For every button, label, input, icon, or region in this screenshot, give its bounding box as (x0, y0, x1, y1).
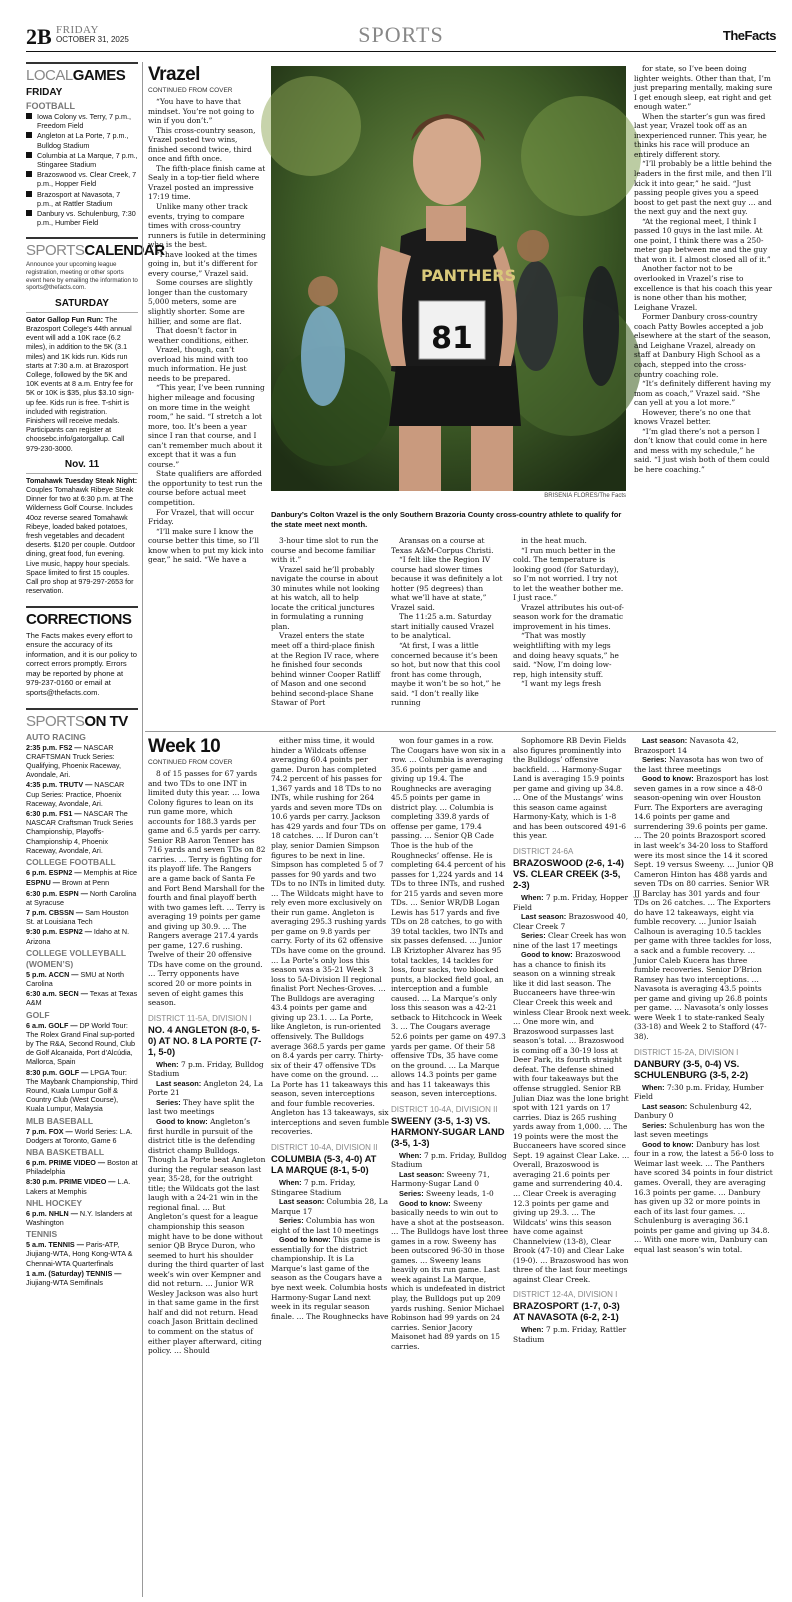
game-last-season (513, 912, 631, 931)
local-games-list (26, 112, 138, 227)
event-title: Gator Gallop Fun Run: (26, 314, 104, 324)
calendar-day-nov11: Nov. 11 (26, 458, 138, 474)
week10-column-2 (271, 736, 389, 1598)
tv-listing (26, 989, 138, 1007)
paragraph: “This year, I’ve been running higher mileage and focusing on more time in the weight room,” he said. “I stretch a lot more, too. It’s been a year since I ran that course, and I can’t remember much about it except that it was a fun course.” (148, 383, 265, 469)
tv-description: Texas at Texas A&M (26, 989, 138, 1008)
value: 7:30 p.m. Friday, Humber Field (634, 1082, 764, 1102)
tv-time-channel: 7 p.m. FOX — (26, 1126, 73, 1136)
vrazel-column-5 (634, 64, 774, 728)
label: Series: (156, 1097, 181, 1107)
title-light: SPORTS (26, 712, 85, 730)
tv-description: NASCAR The NASCAR Craftsman Truck Series Championship, Playoffs-Championship 4, Phoenix Raceway, Avondale, Ari. (26, 809, 134, 855)
tv-description: Boston at Philadelphia (26, 1157, 138, 1177)
paragraph: “It’s definitely different having my mom as coach,” Vrazel said. “She can yell at you a lot more.” (634, 379, 771, 408)
value: Schulenburg 42, Danbury 0 (634, 1101, 752, 1121)
game-good-to-know (634, 1140, 774, 1255)
value: Sweeny leads, 1-0 (426, 1188, 494, 1198)
tv-listing (26, 868, 138, 877)
game-series (391, 1189, 509, 1199)
value: Angleton 24, La Porte 21 (148, 1078, 264, 1098)
game-last-season (634, 736, 774, 755)
tv-time-channel: 5 p.m. ACCN — (26, 969, 79, 979)
game-series (513, 931, 631, 950)
vrazel-column-4 (513, 536, 625, 728)
tv-time-channel: 6 p.m. NHLN — (26, 1208, 78, 1218)
paragraph: Vrazel said he’ll probably navigate the course in about 30 minutes while not looking at his watch, all to help locate the critical junctures in formulating a running plan. (271, 564, 380, 631)
week10-body (513, 736, 631, 841)
value: 7 p.m. Friday, Bulldog Stadium (391, 1150, 507, 1170)
tv-time-channel: 6:30 a.m. SECN — (26, 989, 88, 999)
game-district: DISTRICT 15-2A, DIVISION I (634, 1047, 739, 1057)
tv-category: MLB BASEBALL (26, 1115, 94, 1126)
vrazel-column-2 (271, 536, 383, 728)
tv-time-channel: 6 a.m. GOLF — (26, 1020, 78, 1030)
tv-time-channel: 6:30 p.m. ESPN — (26, 888, 88, 898)
label: When: (156, 1059, 179, 1069)
title-bold: ON TV (84, 712, 128, 730)
game-last-season (271, 1197, 389, 1216)
sports-on-tv-title (26, 708, 138, 730)
calendar-day-saturday: SATURDAY (26, 297, 138, 313)
title-bold: CORRECTIONS (26, 610, 132, 628)
tv-time-channel: 6 p.m. ESPN2 — (26, 868, 82, 878)
value: Brazosport has lost seven games in a row since a 48-0 season-opening win over Houston Furr. The Exporters are averaging 14.6 points per game and surrendering 39.6 points per game. … The 20 points Brazosport scored in last week’s 34-20 loss to Stafford were its most since the 14 it scored Sept. 19 versus Sweeny. … Junior QB Cameron Hinton has 488 yards and seven TDs on 80 carries. Senior WR JJ Barclay has 301 yards and four TDs on 26 catches. … The Exporters do have 12 takeaways, eight via fumble recovery. … Junior Isaiah Calhoun is averaging 10.5 tackles per game with three tackles for loss, a sack and a fumble recovery. … Junior Caleb Kucera has three fumble recoveries. Senior D’Brion Ramsey has two interceptions. … Navasota is averaging 43.5 points per game and giving up 26.8 points per game. … Navasota’s only losses were Week 1 to state-ranked Sealy (33-18) and Week 2 to Stafford (47-38). (634, 774, 774, 1041)
paragraph: “You have to have that mindset. You’re not going to win if you don’t.” (148, 97, 255, 126)
page-number: 2B (26, 24, 52, 49)
tv-description: Memphis at Rice (81, 868, 138, 878)
label: Last season: (642, 736, 688, 745)
value: Columbia 28, La Marque 17 (271, 1197, 389, 1216)
tv-category: AUTO RACING (26, 731, 86, 742)
tv-description: LPGA Tour: The Maybank Championship, Third Round, Kuala Lumpur Golf & Country Club (West Course), Kuala Lumpur, Malaysia (26, 1067, 138, 1114)
week10-intro (148, 769, 266, 1008)
tv-listing (26, 780, 138, 808)
label: Last season: (279, 1197, 325, 1207)
vrazel-headline: Vrazel (148, 64, 200, 85)
week10-continued: CONTINUED FROM COVER (148, 759, 233, 766)
tv-description: World Series: L.A. Dodgers at Toronto, Game 6 (26, 1126, 133, 1145)
paragraph: “I’ll make sure I know the course better this time, so I’ll know when to put my kick into gear,” he said. “We have a (148, 526, 264, 565)
paragraph: For Vrazel, that will occur Friday. (148, 507, 254, 527)
corrections-title (26, 606, 138, 628)
tv-time-channel: 8:30 p.m. PRIME VIDEO — (26, 1177, 116, 1187)
sidebar (26, 62, 165, 1597)
tv-listing (26, 1158, 138, 1176)
title-bold: CALENDAR (84, 242, 165, 260)
tv-listing (26, 1127, 138, 1145)
week10-headline: Week 10 (148, 736, 221, 757)
tv-listing (26, 1209, 138, 1227)
tv-listing (26, 927, 138, 945)
tv-description: SMU at North Carolina (26, 969, 124, 988)
game-district: DISTRICT 10-4A, DIVISION II (271, 1142, 378, 1152)
local-games-title (26, 62, 138, 84)
tv-listing (26, 970, 138, 988)
tv-category: TENNIS (26, 1229, 58, 1240)
local-game-item: Angleton at La Porte, 7 p.m., Bulldog Stadium (26, 131, 138, 149)
paragraph: The 11:25 a.m. Saturday start initially caused Vrazel to be analytical. (391, 612, 494, 641)
game-matchup: NO. 4 ANGLETON (8-0, 5-0) AT NO. 8 LA PORTE (7-1, 5-0) (148, 1023, 262, 1057)
paragraph: State qualifiers are afforded the opportunity to test run the course before actual meet competition. (148, 469, 263, 507)
vrazel-body (148, 97, 266, 565)
tv-category: COLLEGE VOLLEYBALL (WOMEN’S) (26, 947, 126, 969)
label: Good to know: (642, 774, 694, 784)
paragraph: The fifth-place finish came at Sealy in a top-tier field where Vrazel posted an impressive 17:19 time. (148, 163, 266, 202)
tv-listing (26, 908, 138, 926)
paragraph: “I have looked at the times going in, but it’s different for every course,” Vrazel said. (148, 249, 258, 278)
value: This game is essentially for the district championship. It is La Marque’s last game of the season as the Cougars have a bye next week. Columbia hosts Harmony-Sugar Land next week in its regular season finale. … The Roughnecks have (271, 1235, 389, 1321)
vrazel-photo (271, 66, 626, 491)
runner-photo-illustration (271, 66, 626, 491)
week10-column-5 (634, 736, 774, 1598)
label: Series: (642, 755, 667, 765)
tv-description: NASCAR CRAFTSMAN Truck Series: Qualifying, Phoenix Raceway, Avondale, Ari. (26, 742, 121, 780)
paragraph: “I run much better in the cold. The temperature is looking good (for Saturday), so I’m not worried. I try not to let the weather bother me. I just race.” (513, 545, 624, 603)
game-when (148, 1060, 266, 1079)
value: Brazoswood 40, Clear Creek 7 (513, 912, 629, 931)
paragraph: Another factor not to be overlooked in Vrazel’s rise to excellence is that his coach this year is none other than his mother, Leighane Vrazel. (634, 264, 772, 312)
label: Last season: (156, 1078, 202, 1088)
section-title: SPORTS (358, 22, 444, 47)
value: 7 p.m. Friday, Stingaree Stadium (271, 1177, 356, 1197)
value: 7 p.m. Friday, Bulldog Stadium (148, 1059, 264, 1079)
label: Series: (521, 931, 546, 941)
local-game-item: Danbury vs. Schulenburg, 7:30 p.m., Humber Field (26, 209, 138, 227)
tv-description: L.A. Lakers at Memphis (26, 1177, 131, 1196)
label: Good to know: (279, 1235, 331, 1245)
paragraph: “I’m glad there’s not a person I don’t know that could come in here and mess with my schedule,” he said. “I just wish both of them could be here coaching.” (634, 426, 770, 474)
game-when (391, 1151, 509, 1170)
value: They have split the last two meetings (148, 1097, 255, 1117)
tv-description: Idaho at N. Arizona (26, 927, 130, 946)
paragraph: Aransas on a course at Texas A&M-Corpus Christi. (391, 536, 494, 555)
game-series (271, 1216, 389, 1235)
sports-calendar-title (26, 237, 165, 260)
tv-time-channel: 6:30 p.m. FS1 — (26, 809, 82, 819)
label: When: (642, 1082, 665, 1092)
local-game-item: Columbia at La Marque, 7 p.m., Stingaree Stadium (26, 151, 138, 169)
value: 7 p.m. Friday, Hopper Field (513, 893, 629, 912)
tv-description: DP World Tour: The Rolex Grand Final sup-ported by The R&A, Second Round, Club de Golf Alcanaida, Port d’Alcúdia, Mallorca, Spain (26, 1020, 135, 1067)
game-series (148, 1098, 266, 1117)
label: Good to know: (156, 1116, 208, 1126)
local-game-item: Iowa Colony vs. Terry, 7 p.m., Freedom Field (26, 112, 138, 130)
tv-listing (26, 889, 138, 907)
local-games-day: FRIDAY (26, 87, 63, 98)
game-good-to-know (391, 1199, 509, 1352)
label: Good to know: (642, 1139, 694, 1149)
label: When: (521, 1325, 544, 1335)
value: Sweeny basically needs to win out to have a shot at the postseason. … The Bulldogs have lost three games in a row. Sweeny has been outscored 96-30 in those games. … Sweeny leans heavily on its run game. Last week against La Marque, which is undefeated in district play, the Bulldogs put up 209 yards rushing. Senior Michael Robinson had 99 yards on 24 carries. Senior Jacory Maisonet had 89 yards on 15 carries. (391, 1198, 509, 1351)
label: When: (399, 1150, 422, 1160)
tv-time-channel: 7 p.m. CBSSN — (26, 907, 84, 917)
value: Navasota 42, Brazosport 14 (634, 736, 739, 755)
label: Last season: (642, 1101, 688, 1111)
newspaper-logo: TheFacts (722, 28, 776, 43)
game-when (271, 1178, 389, 1197)
sidebar-divider (142, 62, 143, 1597)
tv-listing (26, 743, 138, 780)
value: Schulenburg has won the last seven meetings (634, 1120, 765, 1140)
game-last-season (148, 1079, 266, 1098)
game-matchup: COLUMBIA (5-3, 4-0) AT LA MARQUE (8-1, 5-0) (271, 1152, 377, 1175)
paragraph: “At first, I was a little concerned because it’s been so hot, but now that this cool front has come through, maybe it won’t be so hot,” he said. “I don’t really like running (391, 641, 501, 708)
tv-category: COLLEGE FOOTBALL (26, 857, 116, 868)
tv-time-channel: 2:35 p.m. FS2 — (26, 742, 82, 752)
page-header (26, 20, 776, 52)
game-district: DISTRICT 24-6A (513, 847, 574, 857)
game-matchup: BRAZOSWOOD (2-6, 1-4) VS. CLEAR CREEK (3-5, 2-3) (513, 857, 624, 891)
calendar-event (26, 476, 138, 596)
label: When: (279, 1177, 302, 1187)
paragraph: However, there’s no one that knows Vrazel better. (634, 407, 751, 427)
paragraph: either miss time, it would hinder a Wildcats offense averaging 60.4 points per game. Duron has completed 74.2 percent of his passes for 1,367 yards and 18 TDs to no INTs, while rushing for 264 yards and seven more TDs on 10.6 yards per carry. Jackson has 429 yards and four TDs on 18 catches. … If Duron can’t play, senior Damien Simpson figures to be next in line. Simpson has completed 5 of 7 passes for 90 yards and two TDs to no INTs in limited duty. … The Wildcats might have to rely even more exclusively on their run game. Angleton is averaging 295.3 rushing yards per game on 9.8 yards per carry. Forty of its 62 offensive TDs have come on the ground. … La Porte’s only loss this season was a 35-21 Week 3 loss to 5A-Division II regional finalist Port Neches-Groves. … The Bulldogs are averaging 43.4 points per game and giving up 23.1. … La Porte, like Angleton, is run-oriented offensively. The Bulldogs average 368.5 yards per game on 8.4 yards per carry. Thirty-six of their 47 offensive TDs have come on the ground. … La Porte has 11 takeaways this season, seven interceptions and four fumble recoveries. Angleton has 13 takeaways, six interceptions and seven fumble recoveries. (271, 736, 389, 1137)
label: Good to know: (521, 950, 573, 960)
value: Sweeny 71, Harmony-Sugar Land 0 (391, 1169, 490, 1189)
paragraph: 3-hour time slot to run the course and become familiar with it.” (271, 536, 379, 565)
event-title: Tomahawk Tuesday Steak Night: (26, 475, 138, 485)
week10-column-1 (148, 736, 266, 1598)
tv-description: Brown at Penn (59, 878, 110, 888)
paragraph: Vrazel enters the state meet off a third-place finish at the Region IV race, where he finished four seconds behind winner Cooper Ratliff of Mason and one second behind second-place Shane Stawar of Port (271, 631, 381, 708)
paragraph: in the heat much. (521, 536, 587, 545)
paragraph: Former Danbury cross-country coach Patty Bowles accepted a job elsewhere at the start of the season, and Leighane Vrazel, already on staff at Danbury High School as a coach, stepped into the cross-country coaching role. (634, 312, 771, 379)
tv-category: GOLF (26, 1009, 50, 1020)
story-divider (145, 731, 776, 732)
value: Brazoswood has a chance to finish its season on a winning streak like it did last season. The Buccaneers have three-win Clear Creek this week and winless Clear Brook next week. … One more win, and Brazoswood surpasses last season’s total. … Brazoswood is coming off a 30-19 loss at Deer Park, its fourth straight defeat. The defense shined with four takeaways but the offense struggled. Senior RB Julian Diaz was the lone bright spot with 121 yards on 17 carries. Diaz is 265 rushing yards away from 1,000. … The 19 points were the most the Buccaneers have scored since Sept. 19 against Clear Lake. … Overall, Brazoswood is averaging 21.6 points per game and surrendering 40.4. … Clear Creek is averaging 12.3 points per game and giving up 29.3. … The Wildcats’ wins this season have come against Channelview (13-8), Clear Brook (47-10) and Clear Lake (19-0). … Brazoswood has won three of the last four meetings against Clear Creek. (513, 950, 632, 1284)
tv-description: NASCAR Cup Series: Practice, Phoenix Raceway, Avondale, Ari. (26, 780, 125, 808)
game-district: DISTRICT 12-4A, DIVISION I (513, 1290, 618, 1300)
game-good-to-know (634, 774, 774, 1041)
paragraph: Unlike many other track events, trying to compare times with cross-country runners is futile in determining who is the best. (148, 202, 266, 250)
event-body: The Brazosport College’s 44th annual event will add a 10K race (6.2 miles), in addition to the 5K (3.1 miles) and 1K kids run. Kids run starts at 7:30 a.m. at Brazosport College, followed by the 5K and 10K events at 8 a.m. Entry fee for 5K or 10K is $35, plus $3.10 sign-up fee. Kids run is free. T-shirt is included with registration. Finishers will receive medals. Participants can register at choosebc.info/gatorgallup. Call 979-230-3000. (26, 314, 134, 453)
tv-description: N.Y. Islanders at Washington (26, 1208, 133, 1227)
week10-column-3 (391, 736, 509, 1598)
tv-time-channel: 9:30 p.m. ESPN2 — (26, 927, 92, 937)
tv-listing (26, 1068, 138, 1114)
local-game-item: Brazoswood vs. Clear Creek, 7 p.m., Hopper Field (26, 170, 138, 188)
vrazel-column-3 (391, 536, 503, 728)
corrections-body: The Facts makes every effort to ensure the accuracy of its information, and it is our policy to correct errors promptly. Errors may be reported by phone at 979-237-0160 or email at sports@thefacts.com. (26, 630, 138, 698)
value: Danbury has lost four in a row, the latest a 56-0 loss to Weimar last week. … The Panthers have scored 34 points in four district games. Overall, they are averaging 16.3 points per game. … Danbury has given up 32 or more points in each of its last four games. … Schulenburg is averaging 36.1 points per game and giving up 34.8. … With one more win, Danbury can equal last season’s win total. (634, 1139, 774, 1254)
paragraph: “At the regional meet, I think I passed 10 guys in the last mile. At one point, I think there was a 250-meter gap between me and the guy that won it. I almost closed all of it.” (634, 216, 771, 264)
paragraph: “I’ll probably be a little behind the leaders in the first mile, and then I’ll kick it into gear,” he said. “Just passing people gives you a speed boost to get past the next guy … and the next guy and the next guy. (634, 159, 772, 217)
game-matchup: DANBURY (3-5, 0-4) VS. SCHULENBURG (3-5, 2-2) (634, 1057, 749, 1080)
paragraph: When the starter’s gun was fired last year, Vrazel took off as an inexperienced runner. This year, he thinks his race will produce an entirely different story. (634, 111, 767, 159)
tv-listing (26, 1269, 138, 1287)
jersey-text: PANTHERS (421, 266, 517, 285)
event-body: Couples Tomahawk Ribeye Steak Dinner for two at 6:30 p.m. at The Wilderness Golf Course. Includes 40oz reverse seared Tomahawk Ribeye, loaded baked potatoes, fresh vegetables and decadent deserts. $120 per couple. Outdoor dining, great food, fun evening. Live music, happy hour specials. Space limited to first 15 couples. Call pro shop at 979-297-2653 for reservation. (26, 485, 136, 596)
tv-listings (26, 732, 138, 1288)
paragraph: Vrazel attributes his out-of-season work for the dramatic improvement in his times. (513, 602, 624, 631)
game-when (513, 1325, 631, 1344)
tv-time-channel: ESPNU — (26, 878, 60, 888)
tv-listing (26, 1021, 138, 1067)
paragraph: “I want my legs fresh (521, 679, 602, 689)
paragraph: Some courses are slightly longer than the customary 5,000 meters, some are slightly shorter. Some are hillier, and some are flat. (148, 278, 253, 326)
tv-description: Jiujiang-WTA Semifinals (26, 1278, 103, 1287)
photo-credit: BRISENIA FLORES/The Facts (544, 493, 626, 499)
tv-time-channel: 1 a.m. (Saturday) TENNIS — (26, 1268, 122, 1278)
paragraph: for state, so I’ve been doing lighter weights. Other than that, I’m just preparing mentally, making sure I get enough sleep, eat right and get enough water.” (634, 64, 773, 112)
paragraph: That doesn’t factor in weather conditions, either. (148, 326, 249, 345)
tv-listing (26, 1240, 138, 1268)
paragraph: “I felt like the Region IV course had slower times because it was definitely a lot hotter (95 degrees) than what we’ll have at state,” Vrazel said. (391, 555, 503, 612)
tv-time-channel: 5 a.m. TENNIS — (26, 1240, 84, 1250)
label: Last season: (521, 912, 567, 922)
bib-number: 81 (431, 321, 473, 356)
paragraph: Sophomore RB Devin Fields also figures prominently into the Bulldogs’ offensive backfield. … Harmony-Sugar Land is averaging 15.9 points per game and giving up 34.8. … One of the Mustangs’ wins this season came against Harmony-Katy, which is 1-8 and has been outscored 491-6 this year. (513, 736, 627, 841)
paragraph: 8 of 15 passes for 67 yards and two TDs to one INT in limited duty this year. … Iowa Colony figures to lean on its run game more, which accounts for 188.3 yards per game and 6.5 yards per carry. Senior RB Aaron Tenner has 716 yards and seven TDs on 82 carries. … Terry is fighting for its playoff life. The Rangers are a game back of Santa Fe and Fort Bend Marshall for the fourth and final playoff berth with two games left. … Terry is averaging 19 points per game and giving up 30.9. … The Rangers average 217.4 yards per game, 127.6 rushing. Twelve of their 20 offensive TDs have come on the ground. … Terry opponents have scored 20 or more points in seven of eight games this season. (148, 769, 266, 1008)
tv-category: NBA BASKETBALL (26, 1146, 105, 1157)
tv-time-channel: 4:35 p.m. TRUTV — (26, 780, 93, 790)
edition-day: FRIDAY (56, 24, 99, 36)
value: 7 p.m. Friday, Rattler Stadium (513, 1325, 627, 1344)
game-matchup: SWEENY (3-5, 1-3) VS. HARMONY-SUGAR LAND (3-5, 1-3) (391, 1114, 505, 1148)
tv-listing (26, 878, 138, 887)
week10-body (271, 736, 389, 1137)
tv-description: Paris-ATP, Jiujiang-WTA, Hong Kong-WTA & Chennai-WTA Quarterfinals (26, 1240, 133, 1268)
paragraph: This cross-country season, Vrazel posted two wins, finished second twice, third once and fifth once. (148, 125, 256, 164)
value: Clear Creek has won nine of the last 17 meetings (513, 931, 627, 950)
tv-listing (26, 809, 138, 855)
game-last-season (634, 1102, 774, 1121)
local-game-item: Brazosport at Navasota, 7 p.m., at Rattler Stadium (26, 190, 138, 208)
game-good-to-know (271, 1235, 389, 1321)
game-district: DISTRICT 10-4A, DIVISION II (391, 1104, 498, 1114)
tv-description: Sam Houston St. at Louisiana Tech (26, 907, 129, 927)
game-series (634, 755, 774, 774)
title-bold: GAMES (72, 67, 126, 84)
title-light: LOCAL (26, 67, 73, 84)
game-good-to-know (148, 1117, 266, 1356)
photo-caption: Danbury’s Colton Vrazel is the only Southern Brazoria County cross-country athlete to qualify for the state meet next month. (271, 510, 622, 529)
tv-description: North Carolina at Syracuse (26, 888, 137, 907)
value: Navasota has won two of the last three meetings (634, 755, 763, 774)
week10-body (391, 736, 509, 1099)
paragraph: “That was mostly weightlifting with my legs and doing heavy squats,” he said. “Now, I’m doing low-rep, high intensity stuff. (513, 631, 619, 679)
value: Columbia has won eight of the last 10 meetings (271, 1216, 379, 1235)
game-when (513, 893, 631, 912)
week10-column-4 (513, 736, 631, 1598)
tv-time-channel: 6 p.m. PRIME VIDEO — (26, 1157, 106, 1167)
game-district: DISTRICT 11-5A, DIVISION I (148, 1013, 252, 1023)
paragraph: won four games in a row. The Cougars have won six in a row. … Columbia is averaging 35.6 points per game and giving up 19.4. The Roughnecks are averaging 45.5 points per game in district play. … Columbia is completing 339.8 yards of offense per game, 179.4 passing. … Senior QB Cade Thoe is the hub of the Roughnecks’ offense. He is completing 64.4 percent of his passes for 1,224 yards and 14 TDs to three INTs, and rushed for 215 yards and seven more TDs. … Senior WR/DB Logan Lewis has 517 yards and five TDs on 28 catches, to go with 39 total tackles, two INTs and six passes defensed. … Junior LB Kriztopher Alvarez has 95 total tackles, 14 tackles for loss, four sacks, two blocked punts, a blocked field goal, an interception and a fumble caused. … La Marque’s only loss this season was a 42-21 setback to Hitchcock in Week 3. … The Cougars average 52.6 points per game on 497.3 yards per game. Of their 58 offensive TDs, 35 have come on the ground. … La Marque allows 14.3 points per game and has 11 takeaways this season, seven interceptions. (391, 736, 506, 1099)
game-good-to-know (513, 950, 631, 1284)
vrazel-column-1 (148, 64, 266, 728)
tv-time-channel: 8:30 p.m. GOLF — (26, 1067, 89, 1077)
game-series (634, 1121, 774, 1140)
label: Last season: (399, 1169, 445, 1179)
vrazel-continued: CONTINUED FROM COVER (148, 87, 233, 94)
tv-category: NHL HOCKEY (26, 1197, 83, 1208)
game-when (634, 1083, 774, 1102)
edition-full-date: OCTOBER 31, 2025 (56, 35, 129, 44)
calendar-intro: Announce your upcoming league registration, meeting or other sports event here by emailing the information to sports@thefacts.com. (26, 261, 138, 292)
label: Series: (642, 1120, 667, 1130)
label: When: (521, 893, 544, 903)
game-last-season (391, 1170, 509, 1189)
title-light: SPORTS (26, 242, 85, 260)
label: Series: (399, 1188, 424, 1198)
local-games-sport: FOOTBALL (26, 101, 75, 111)
paragraph: Vrazel, though, can’t overload his mind with too much information. He just needs to be prepared. (148, 345, 248, 383)
tv-listing (26, 1177, 138, 1195)
label: Series: (279, 1216, 304, 1226)
value: Angleton’s first hurdle in pursuit of the district title is the defending district champ Bulldogs. Though La Porte beat Angleton during the regular season last year, 35-28, for the outright title; the Wildcats got the last laugh with a 24-21 win in the regional final. … But Angleton’s quest for a league championship this season might have to be done without senior QB Bryce Duron, who seemed to hurt his shoulder during the third quarter of last week’s win over Kempner and did not return. … Junior WR Wesley Jackson was also hurt in that same game in the first half and did not return. Head coach Jason Brittain declined to comment on the status of either player afterward, citing policy. … Should (148, 1116, 266, 1356)
label: Good to know: (399, 1198, 451, 1208)
calendar-event (26, 315, 138, 453)
game-matchup: BRAZOSPORT (1-7, 0-3) AT NAVASOTA (6-2, 2-1) (513, 1300, 620, 1323)
